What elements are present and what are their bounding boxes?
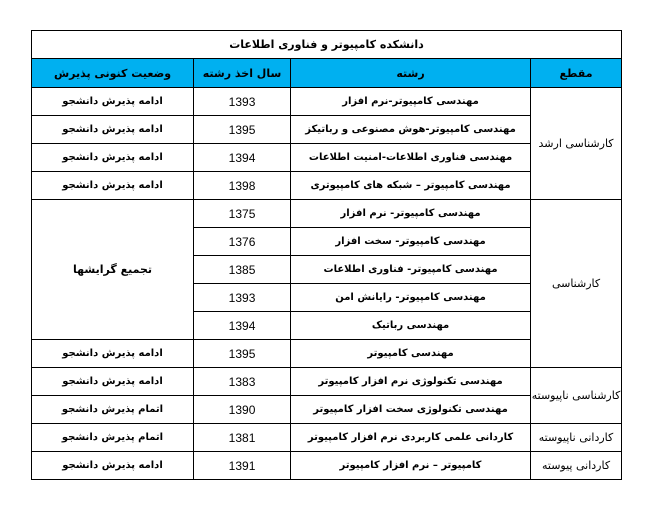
header-level: مقطع	[531, 59, 622, 88]
table-row	[32, 88, 622, 116]
level-masters: کارشناسی ارشد	[531, 88, 622, 200]
table-row	[32, 200, 622, 228]
year-cell: 1391	[194, 452, 291, 480]
status-cell: ادامه پذیرش دانشجو	[32, 144, 194, 172]
year-cell: 1395	[194, 116, 291, 144]
field-cell: مهندسی رباتیک	[291, 312, 531, 340]
field-cell: مهندسی کامپیوتر	[291, 340, 531, 368]
level-bachelors-discontinuous: کارشناسی ناپیوسته	[531, 368, 622, 424]
year-cell: 1398	[194, 172, 291, 200]
year-cell: 1376	[194, 228, 291, 256]
header-year: سال اخذ رشته	[194, 59, 291, 88]
field-cell: مهندسی کامپیوتر- نرم افزار	[291, 200, 531, 228]
year-cell: 1383	[194, 368, 291, 396]
field-cell: مهندسی تکنولوژی نرم افزار کامپیوتر	[291, 368, 531, 396]
header-row	[32, 59, 622, 88]
year-cell: 1381	[194, 424, 291, 452]
field-cell: مهندسی کامپیوتر- رایانش امن	[291, 284, 531, 312]
year-cell: 1395	[194, 340, 291, 368]
level-associate-discontinuous: کاردانی ناپیوسته	[531, 424, 622, 452]
field-cell: مهندسی تکنولوژی سخت افزار کامپیوتر	[291, 396, 531, 424]
status-cell: اتمام پذیرش دانشجو	[32, 396, 194, 424]
field-cell: مهندسی کامپیوتر-هوش مصنوعی و رباتیکز	[291, 116, 531, 144]
merged-status-cell: تجمیع گرایشها	[32, 200, 194, 340]
field-cell: مهندسی کامپیوتر-نرم افزار	[291, 88, 531, 116]
field-cell: کامپیوتر – نرم افزار کامپیوتر	[291, 452, 531, 480]
field-cell: مهندسی کامپیوتر – شبکه های کامپیوتری	[291, 172, 531, 200]
header-status: وضعیت کنونی پذیرش	[32, 59, 194, 88]
status-cell: ادامه پذیرش دانشجو	[32, 172, 194, 200]
table-row	[32, 452, 622, 480]
field-cell: مهندسی کامپیوتر- سخت افزار	[291, 228, 531, 256]
title-row	[32, 31, 622, 59]
programs-table	[31, 30, 622, 480]
status-cell: ادامه پذیرش دانشجو	[32, 88, 194, 116]
year-cell: 1394	[194, 144, 291, 172]
field-cell: کاردانی علمی کاربردی نرم افزار کامپیوتر	[291, 424, 531, 452]
status-cell: اتمام پذیرش دانشجو	[32, 424, 194, 452]
year-cell: 1393	[194, 88, 291, 116]
status-cell: ادامه پذیرش دانشجو	[32, 340, 194, 368]
field-cell: مهندسی فناوری اطلاعات-امنیت اطلاعات	[291, 144, 531, 172]
level-associate-continuous: کاردانی پیوسته	[531, 452, 622, 480]
year-cell: 1375	[194, 200, 291, 228]
year-cell: 1385	[194, 256, 291, 284]
status-cell: ادامه پذیرش دانشجو	[32, 116, 194, 144]
year-cell: 1393	[194, 284, 291, 312]
table-title: دانشکده کامپیوتر و فناوری اطلاعات	[32, 31, 622, 59]
status-cell: ادامه پذیرش دانشجو	[32, 452, 194, 480]
level-bachelors: کارشناسی	[531, 200, 622, 368]
year-cell: 1390	[194, 396, 291, 424]
status-cell: ادامه پذیرش دانشجو	[32, 368, 194, 396]
table-row	[32, 368, 622, 396]
header-field: رشته	[291, 59, 531, 88]
field-cell: مهندسی کامپیوتر- فناوری اطلاعات	[291, 256, 531, 284]
year-cell: 1394	[194, 312, 291, 340]
table-row	[32, 424, 622, 452]
